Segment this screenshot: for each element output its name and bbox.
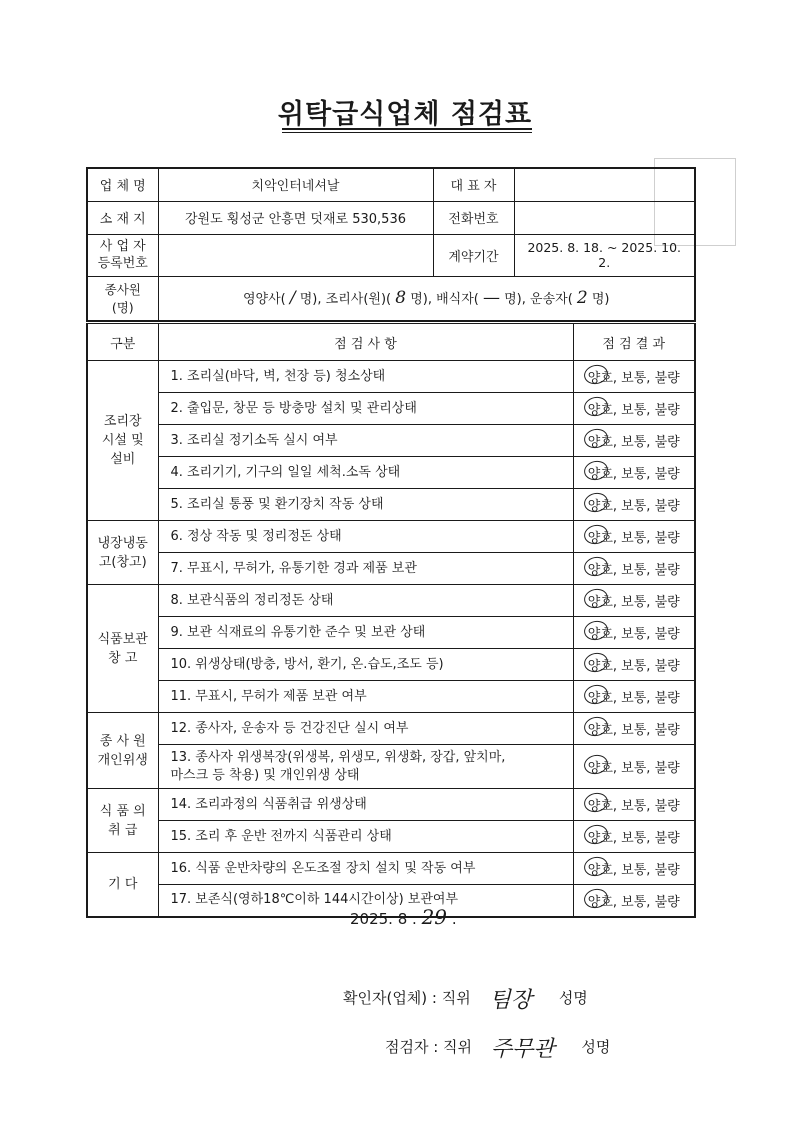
result-good-circled: 양호 (588, 623, 613, 642)
check-item: 4. 조리기기, 기구의 일일 세척.소독 상태 (158, 457, 573, 489)
phone-value (514, 201, 695, 234)
result-good-circled: 양호 (588, 495, 613, 514)
check-item: 11. 무표시, 무허가 제품 보관 여부 (158, 681, 573, 713)
ceo-value (514, 168, 695, 201)
check-result (573, 681, 695, 713)
check-result (573, 457, 695, 489)
header-item: 점 검 사 항 (158, 324, 573, 361)
group-label: 식품보관 창 고 (87, 585, 158, 713)
result-good-circled: 양호 (588, 559, 613, 578)
check-item: 2. 출입문, 창문 등 방충망 설치 및 관리상태 (158, 393, 573, 425)
table-row (87, 713, 695, 745)
result-other-options: , 보통, 불량 (612, 435, 680, 450)
confirm-label: 확인자(업체) : 직위 (343, 989, 471, 1007)
staff-nutritionist-label: 영양사( (242, 292, 286, 308)
inspector-name-label: 성명 (581, 1038, 611, 1056)
check-item: 16. 식품 운반차량의 온도조절 장치 설치 및 작동 여부 (158, 853, 573, 885)
result-other-options: , 보통, 불량 (612, 761, 680, 776)
result-other-options: , 보통, 불량 (612, 723, 680, 738)
table-row (87, 821, 695, 853)
result-good-circled: 양호 (588, 859, 613, 878)
result-other-options: , 보통, 불량 (612, 595, 680, 610)
date-day: 29 (421, 905, 448, 929)
check-result (573, 489, 695, 521)
header-group: 구분 (87, 324, 158, 361)
address-value: 강원도 횡성군 안흥면 덧재로 530,536 (158, 201, 433, 234)
result-good-circled: 양호 (588, 687, 613, 706)
result-good-circled: 양호 (588, 367, 613, 386)
check-result (573, 885, 695, 917)
date-suffix: . (451, 910, 457, 928)
inspection-date (350, 905, 457, 929)
check-result (573, 821, 695, 853)
result-other-options: , 보통, 불량 (612, 371, 680, 386)
result-other-options: , 보통, 불량 (612, 563, 680, 578)
check-item: 9. 보관 식재료의 유통기한 준수 및 보관 상태 (158, 617, 573, 649)
result-other-options: , 보통, 불량 (612, 799, 680, 814)
staff-cook-label: 명), 조리사(원)( (299, 292, 392, 308)
result-other-options: , 보통, 불량 (612, 894, 680, 910)
table-row (87, 681, 695, 713)
check-item: 13. 종사자 위생복장(위생복, 위생모, 위생화, 장갑, 앞치마, 마스크 등 착용) 및 개인위생 상태 (158, 745, 573, 789)
result-good-circled: 양호 (588, 591, 613, 610)
staff-value (158, 276, 695, 321)
result-good-circled: 양호 (588, 655, 613, 674)
table-row (87, 649, 695, 681)
table-row (87, 745, 695, 789)
result-other-options: , 보통, 불량 (612, 467, 680, 482)
bizno-label: 사 업 자 등록번호 (87, 234, 158, 276)
check-item: 10. 위생상태(방충, 방서, 환기, 온.습도,조도 등) (158, 649, 573, 681)
check-item: 12. 종사자, 운송자 등 건강진단 실시 여부 (158, 713, 573, 745)
date-prefix: 2025. 8 . (350, 910, 417, 928)
result-good-circled: 양호 (588, 399, 613, 418)
check-result (573, 361, 695, 393)
result-other-options: , 보통, 불량 (612, 691, 680, 706)
staff-driver-count: 2 (576, 288, 588, 309)
check-item: 17. 보존식(영하18℃이하 144시간이상) 보관여부 (158, 885, 573, 917)
table-row (87, 853, 695, 885)
company-info-table (86, 167, 696, 322)
check-result (573, 649, 695, 681)
check-result (573, 713, 695, 745)
staff-server-count: — (482, 288, 500, 309)
contract-value: 2025. 8. 18. ~ 2025. 10. 2. (514, 234, 695, 276)
check-item: 1. 조리실(바닥, 벽, 천장 등) 청소상태 (158, 361, 573, 393)
inspection-checklist-table (86, 323, 696, 918)
check-item: 7. 무표시, 무허가, 유통기한 경과 제품 보관 (158, 553, 573, 585)
check-item: 15. 조리 후 운반 전까지 식품관리 상태 (158, 821, 573, 853)
check-item: 5. 조리실 통풍 및 환기장치 작동 상태 (158, 489, 573, 521)
group-label: 종 사 원 개인위생 (87, 713, 158, 789)
check-item: 8. 보관식품의 정리정돈 상태 (158, 585, 573, 617)
check-result (573, 425, 695, 457)
table-row (87, 489, 695, 521)
confirm-name-label: 성명 (558, 989, 588, 1007)
result-good-circled: 양호 (588, 827, 613, 846)
table-row (87, 361, 695, 393)
contract-label: 계약기간 (433, 234, 514, 276)
inspector-position-handwritten: 주무관 (490, 1037, 555, 1062)
table-row (87, 585, 695, 617)
phone-label: 전화번호 (433, 201, 514, 234)
table-row (87, 789, 695, 821)
table-row (87, 457, 695, 489)
group-label: 조리장 시설 및 설비 (87, 361, 158, 521)
staff-label: 종사원(명) (87, 276, 158, 321)
result-other-options: , 보통, 불량 (612, 627, 680, 642)
title-underline (282, 128, 532, 130)
group-label: 냉장냉동 고(창고) (87, 521, 158, 585)
check-item: 14. 조리과정의 식품취급 위생상태 (158, 789, 573, 821)
check-result (573, 585, 695, 617)
check-result (573, 789, 695, 821)
result-good-circled: 양호 (588, 431, 613, 450)
inspector-signature-line (385, 1032, 610, 1063)
result-good-circled: 양호 (588, 891, 613, 910)
result-other-options: , 보통, 불량 (612, 403, 680, 418)
title-underline-2 (282, 132, 532, 133)
table-row (87, 553, 695, 585)
check-result (573, 853, 695, 885)
address-label: 소 재 지 (87, 201, 158, 234)
table-row (87, 425, 695, 457)
result-good-circled: 양호 (588, 795, 613, 814)
check-item: 6. 정상 작동 및 정리정돈 상태 (158, 521, 573, 553)
inspector-label: 점검자 : 직위 (385, 1038, 473, 1056)
check-item: 3. 조리실 정기소독 실시 여부 (158, 425, 573, 457)
confirm-signature-line (343, 983, 588, 1014)
table-row (87, 521, 695, 553)
staff-nutritionist-count: / (289, 288, 296, 309)
table-row (87, 393, 695, 425)
result-good-circled: 양호 (588, 527, 613, 546)
result-other-options: , 보통, 불량 (612, 831, 680, 846)
staff-cook-count: 8 (395, 288, 407, 309)
table-row (87, 617, 695, 649)
staff-end-label: 명) (591, 292, 610, 308)
check-result (573, 553, 695, 585)
ceo-label: 대 표 자 (433, 168, 514, 201)
result-good-circled: 양호 (588, 463, 613, 482)
company-value: 치악인터네셔날 (158, 168, 433, 201)
company-label: 업 체 명 (87, 168, 158, 201)
result-other-options: , 보통, 불량 (612, 659, 680, 674)
check-result (573, 393, 695, 425)
header-result: 점 검 결 과 (573, 324, 695, 361)
result-other-options: , 보통, 불량 (612, 499, 680, 514)
page-title: 위탁급식업체 점검표 (277, 99, 533, 130)
result-good-circled: 양호 (588, 757, 613, 776)
check-result (573, 617, 695, 649)
confirm-position-handwritten: 팀장 (489, 988, 533, 1013)
result-other-options: , 보통, 불량 (612, 531, 680, 546)
bizno-value (158, 234, 433, 276)
group-label: 식 품 의 취 급 (87, 789, 158, 853)
result-good-circled: 양호 (588, 719, 613, 738)
result-other-options: , 보통, 불량 (612, 863, 680, 878)
group-label: 기 다 (87, 853, 158, 917)
staff-server-label: 명), 배식자( (410, 292, 479, 308)
staff-driver-label: 명), 운송자( (504, 292, 573, 308)
check-result (573, 745, 695, 789)
check-result (573, 521, 695, 553)
